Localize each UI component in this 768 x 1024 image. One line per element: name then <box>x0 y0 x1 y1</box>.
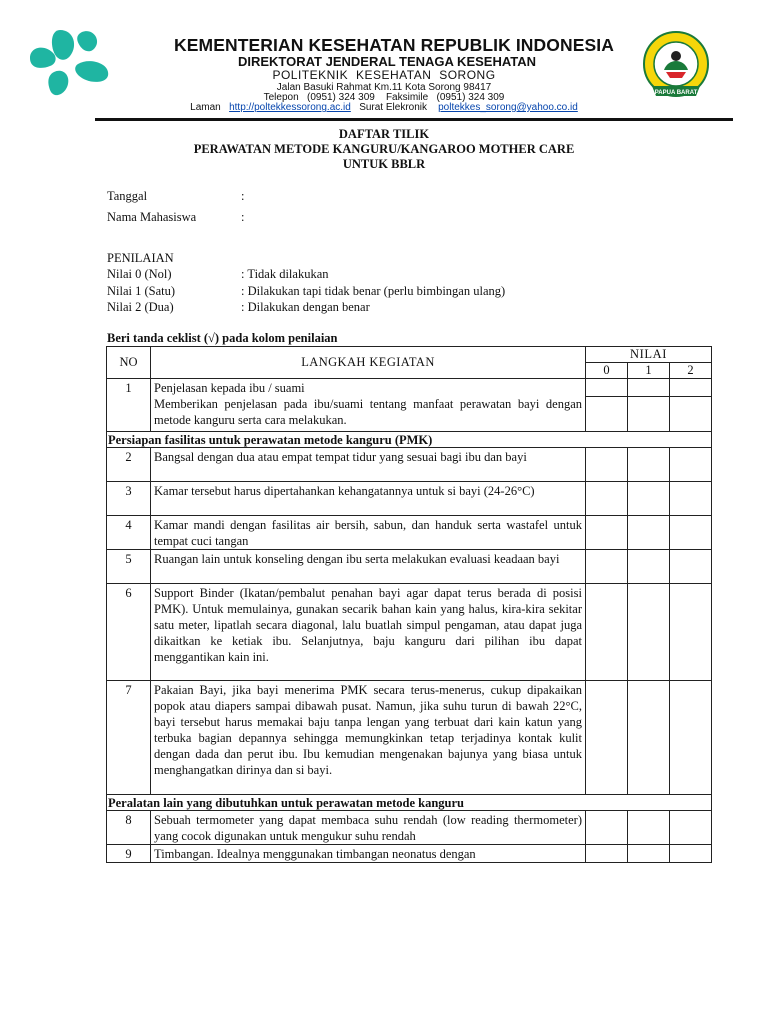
email-link[interactable]: poltekkes_sorong@yahoo.co.id <box>438 102 578 113</box>
score-cell-1[interactable] <box>628 550 670 584</box>
score-cell-2[interactable] <box>670 584 712 681</box>
row-number: 2 <box>107 448 151 482</box>
score-2-desc: : Dilakukan dengan benar <box>241 300 370 314</box>
table-row <box>107 379 712 432</box>
document-subtitle: PERAWATAN METODE KANGURU/KANGAROO MOTHER CARE <box>193 142 575 156</box>
score-cell-1[interactable] <box>628 482 670 516</box>
fax-number: (0951) 324 309 <box>436 92 505 103</box>
header-nilai: NILAI <box>586 347 712 363</box>
section-heading: Persiapan fasilitas untuk perawatan metode kanguru (PMK) <box>107 432 712 448</box>
web-email-line <box>0 102 768 113</box>
institution-name: POLITEKNIK KESEHATAN SORONG <box>272 68 496 82</box>
website-link[interactable]: http://poltekkessorong.ac.id <box>229 102 351 113</box>
row-activity: Timbangan. Idealnya menggunakan timbangan neonatus dengan <box>151 845 586 863</box>
score-cell-2[interactable] <box>670 550 712 584</box>
row-number: 9 <box>107 845 151 863</box>
header-score-2: 2 <box>670 363 712 379</box>
email-label: Surat Elekronik <box>359 102 427 113</box>
row-number: 4 <box>107 516 151 550</box>
score-cell-1[interactable] <box>628 379 670 432</box>
table-row <box>107 681 712 795</box>
row-number: 7 <box>107 681 151 795</box>
score-cell-2[interactable] <box>670 681 712 795</box>
score-cell-2[interactable] <box>670 845 712 863</box>
score-1-label: Nilai 1 (Satu) <box>107 284 176 298</box>
table-row <box>107 811 712 845</box>
phone-number: (0951) 324 309 <box>306 92 375 103</box>
fax-label: Faksimile <box>385 92 429 103</box>
header-langkah: LANGKAH KEGIATAN <box>151 347 586 379</box>
tanggal-label: Tanggal <box>107 189 148 203</box>
address: Jalan Basuki Rahmat Km.11 Kota Sorong 98417 <box>276 82 492 93</box>
score-cell-2[interactable] <box>670 379 712 432</box>
nama-colon: : <box>241 210 245 224</box>
table-row <box>107 845 712 863</box>
table-row <box>107 516 712 550</box>
table-row <box>107 448 712 482</box>
table-header-row <box>107 347 712 363</box>
header-score-0: 0 <box>586 363 628 379</box>
row-number: 3 <box>107 482 151 516</box>
score-cell-1[interactable] <box>628 681 670 795</box>
row-activity-title: Penjelasan kepada ibu / suami <box>154 381 305 395</box>
score-cell-2[interactable] <box>670 811 712 845</box>
directorate-name: DIREKTORAT JENDERAL TENAGA KESEHATAN <box>237 54 537 69</box>
row-activity: Support Binder (Ikatan/pembalut penahan bayi agar dapat terus berada di posisi PMK). Untuk memulainya, gunakan secarik bahan kain yang halus, kira-kira sekitar satu meter, lipatlah secara diagonal, lalu buatlah simpul pengaman, atau dapat juga dikaitkan ke ketiak ibu. Selanjutnya, baju kanguru dari pilihan ibu dapat menggantikan kain ini. <box>151 584 586 681</box>
row-activity: Sebuah termometer yang dapat membaca suhu rendah (low reading thermometer) yang cocok digunakan untuk mengukur suhu rendah <box>151 811 586 845</box>
document-subtitle-2: UNTUK BBLR <box>342 157 426 171</box>
table-row <box>107 550 712 584</box>
score-cell-2[interactable] <box>670 516 712 550</box>
score-cell-0[interactable] <box>586 681 628 795</box>
score-cell-2[interactable] <box>670 448 712 482</box>
score-cell-0[interactable] <box>586 516 628 550</box>
row-number: 5 <box>107 550 151 584</box>
row-number: 6 <box>107 584 151 681</box>
score-cell-0[interactable] <box>586 811 628 845</box>
table-row <box>107 482 712 516</box>
score-cell-1[interactable] <box>628 516 670 550</box>
row-activity-detail: Memberikan penjelasan pada ibu/suami tentang manfaat perawatan bayi dengan metode kanguru serta cara melakukan. <box>154 397 582 427</box>
score-cell-1[interactable] <box>628 845 670 863</box>
score-1-desc: : Dilakukan tapi tidak benar (perlu bimbingan ulang) <box>241 284 506 298</box>
section-heading: Peralatan lain yang dibutuhkan untuk perawatan metode kanguru <box>107 795 712 811</box>
score-cell-1[interactable] <box>628 811 670 845</box>
section-row <box>107 795 712 811</box>
row-activity: Ruangan lain untuk konseling dengan ibu serta melakukan evaluasi keadaan bayi <box>151 550 586 584</box>
ministry-name: KEMENTERIAN KESEHATAN REPUBLIK INDONESIA <box>174 35 614 55</box>
score-cell-0[interactable] <box>586 584 628 681</box>
score-0-desc: : Tidak dilakukan <box>241 267 329 281</box>
score-cell-1[interactable] <box>628 584 670 681</box>
instruction: Beri tanda ceklist (√) pada kolom penilaian <box>107 331 338 345</box>
letterhead-divider <box>95 118 733 121</box>
row-activity: Kamar mandi dengan fasilitas air bersih, sabun, dan handuk serta wastafel untuk tempat cuci tangan <box>151 516 586 550</box>
score-cell-1[interactable] <box>628 448 670 482</box>
row-number: 8 <box>107 811 151 845</box>
checklist-table <box>106 346 712 863</box>
score-cell-0[interactable] <box>586 448 628 482</box>
table-row <box>107 584 712 681</box>
score-cell-0[interactable] <box>586 482 628 516</box>
phone-label: Telepon <box>263 92 299 103</box>
score-cell-2[interactable] <box>670 482 712 516</box>
row-activity: Kamar tersebut harus dipertahankan kehangatannya untuk si bayi (24-26°C) <box>151 482 586 516</box>
tanggal-colon: : <box>241 189 245 203</box>
nama-label: Nama Mahasiswa <box>107 210 197 224</box>
score-cell-0[interactable] <box>586 550 628 584</box>
score-2-label: Nilai 2 (Dua) <box>107 300 174 314</box>
web-label: Laman <box>190 102 221 113</box>
score-cell-0[interactable] <box>586 845 628 863</box>
logo-banner-text: PAPUA BARAT <box>654 90 698 96</box>
header-score-1: 1 <box>628 363 670 379</box>
penilaian-heading: PENILAIAN <box>107 251 174 265</box>
score-cell-0[interactable] <box>586 379 628 432</box>
section-row <box>107 432 712 448</box>
header-no: NO <box>107 347 151 379</box>
row-activity <box>151 379 586 432</box>
row-activity: Bangsal dengan dua atau empat tempat tidur yang sesuai bagi ibu dan bayi <box>151 448 586 482</box>
document-title: DAFTAR TILIK <box>338 127 430 141</box>
row-activity: Pakaian Bayi, jika bayi menerima PMK secara terus-menerus, cukup dipakaikan popok atau diapers sampai dibawah pusat. Namun, jika suhu turun di bawah 22°C, bayi tersebut harus memakai baju tanpa lengan yang terbuat dari kain katun yang terbuka bagian depannya sehingga memungkinkan tetap terjadinya kontak kulit dengan dada dan perut ibu. Ibu kemudian mengenakan bajunya yang biasa untuk menghangatkan dirinya dan si bayi. <box>151 681 586 795</box>
row-number: 1 <box>107 379 151 432</box>
score-0-label: Nilai 0 (Nol) <box>107 267 172 281</box>
